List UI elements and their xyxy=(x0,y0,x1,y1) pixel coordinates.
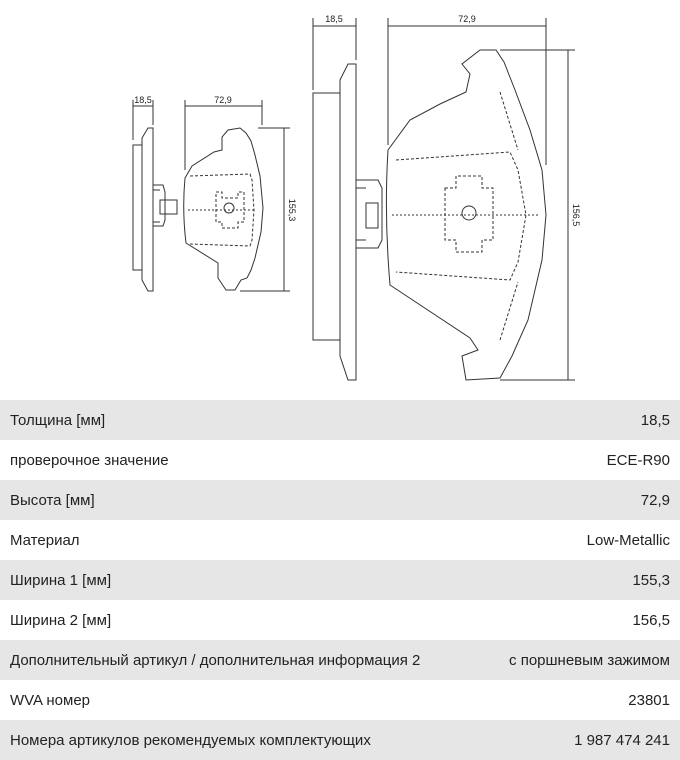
spec-row-additional-info xyxy=(0,640,680,680)
spec-label: проверочное значение xyxy=(0,440,479,480)
spec-label: Номера артикулов рекомендуемых комплектующих xyxy=(0,720,479,760)
left-pad-front-view xyxy=(184,128,263,290)
right-height-label: 72,9 xyxy=(458,14,476,24)
spec-row-height xyxy=(0,480,680,520)
spec-value: Low-Metallic xyxy=(479,520,680,560)
spec-row-thickness xyxy=(0,400,680,440)
spec-label: Ширина 2 [мм] xyxy=(0,600,479,640)
left-thickness-label: 18,5 xyxy=(134,95,152,105)
spec-row-recommended-parts xyxy=(0,720,680,760)
spec-row-material xyxy=(0,520,680,560)
spec-label: Дополнительный артикул / дополнительная информация 2 xyxy=(0,640,479,680)
specifications-table xyxy=(0,400,680,760)
spec-label: WVA номер xyxy=(0,680,479,720)
left-height-label: 72,9 xyxy=(214,95,232,105)
left-pad-side-view xyxy=(133,128,177,291)
spec-label: Толщина [мм] xyxy=(0,400,479,440)
spec-value: 156,5 xyxy=(479,600,680,640)
right-width-label: 156,5 xyxy=(571,203,581,227)
right-thickness-label: 18,5 xyxy=(325,14,343,24)
spec-row-wva-number xyxy=(0,680,680,720)
spec-value: 18,5 xyxy=(479,400,680,440)
right-pad-side-view xyxy=(313,64,382,380)
spec-value: 23801 xyxy=(479,680,680,720)
right-dimension-lines xyxy=(313,18,575,380)
spec-value: с поршневым зажимом xyxy=(479,640,680,680)
spec-value: ECE-R90 xyxy=(479,440,680,480)
spec-label: Высота [мм] xyxy=(0,480,479,520)
spec-row-test-value xyxy=(0,440,680,480)
spec-value: 1 987 474 241 xyxy=(479,720,680,760)
right-pad-front-view xyxy=(386,50,546,380)
spec-label: Ширина 1 [мм] xyxy=(0,560,479,600)
spec-value: 155,3 xyxy=(479,560,680,600)
spec-label: Материал xyxy=(0,520,479,560)
spec-row-width-2 xyxy=(0,600,680,640)
left-width-label: 155,3 xyxy=(287,198,297,222)
spec-value: 72,9 xyxy=(479,480,680,520)
left-dimension-lines xyxy=(133,100,290,291)
spec-row-width-1 xyxy=(0,560,680,600)
